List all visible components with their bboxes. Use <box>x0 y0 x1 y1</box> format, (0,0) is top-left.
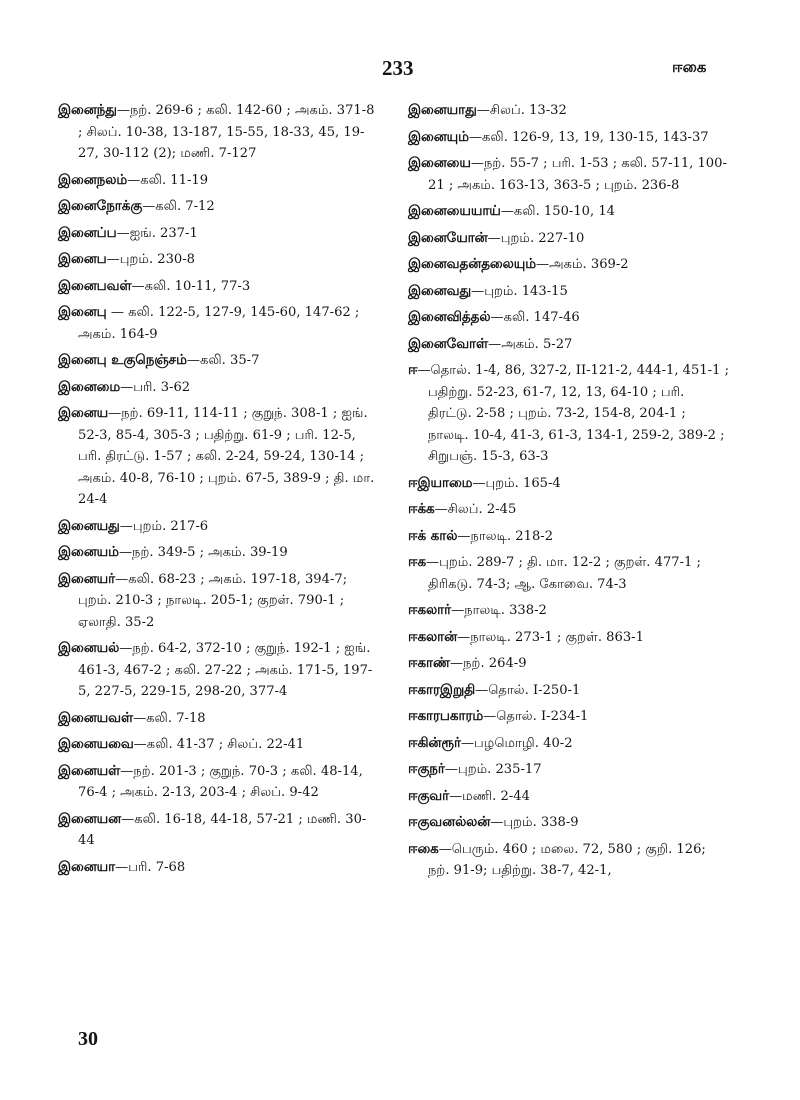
entry-headword: இனைவதன்தலையும் <box>408 257 536 272</box>
entry-headword: இனையாது <box>408 103 477 118</box>
index-entry <box>408 786 730 808</box>
entry-references: —நற். 269-6 ; கலி. 142-60 ; அகம். 371-8 ; சிலப். 10-38, 13-187, 15-55, 18-33, 45, 19-27, 30-112 (2); மணி. 7-127 <box>78 103 375 161</box>
entry-references: —ஐங். 237-1 <box>116 225 198 241</box>
entry-references: —மணி. 2-44 <box>449 788 530 804</box>
entry-references: —தொல். I-250-1 <box>475 682 581 698</box>
index-entry <box>58 249 380 271</box>
index-entry <box>408 733 730 755</box>
index-entry <box>408 473 730 495</box>
entry-references: —புறம். 227-10 <box>487 230 585 246</box>
index-entry <box>408 627 730 649</box>
entry-headword: இனைவித்தல் <box>408 310 491 325</box>
index-entry <box>408 812 730 834</box>
index-entry <box>58 350 380 372</box>
entry-references: —நற். 64-2, 372-10 ; குறுந். 192-1 ; ஐங். 461-3, 467-2 ; கலி. 27-22 ; அகம். 171-5, 197-5, 227-5, 229-15, 298-20, 377-4 <box>78 641 373 699</box>
index-entry <box>58 857 380 879</box>
entry-references: —கலி. 41-37 ; சிலப். 22-41 <box>133 737 305 752</box>
entry-headword: ஈகின்ரூர் <box>408 735 461 751</box>
entry-references: —நாலடி. 218-2 <box>457 528 554 544</box>
page-number: 233 <box>382 56 414 80</box>
entry-headword: இனையும் <box>408 129 469 145</box>
entry-references: —சிலப். 13-32 <box>476 103 567 118</box>
entry-references: —பழமொழி. 40-2 <box>460 735 573 751</box>
entry-references: —தொல். 1-4, 86, 327-2, II-121-2, 444-1, 451-1 ; பதிற்று. 52-23, 61-7, 12, 13, 64-10 ; பரி. திரட்டு. 2-58 ; புறம். 73-2, 154-8, 204-1 ; நாலடி. 10-4, 41-3, 61-3, 134-1, 259-2, 389-2 ; சிறுபஞ். 15-3, 63-3 <box>417 363 729 464</box>
index-entry <box>408 307 730 329</box>
entry-references: —நற். 264-9 <box>450 656 527 671</box>
index-entry <box>408 127 730 149</box>
entry-references: —கலி. 11-19 <box>127 172 209 188</box>
entry-references: —புறம். 230-8 <box>106 252 196 267</box>
entry-headword: இனையள் <box>58 763 121 779</box>
index-entry <box>408 653 730 675</box>
index-entry <box>408 526 730 548</box>
index-entry <box>58 569 380 634</box>
entry-headword: இனைந்து <box>58 103 117 118</box>
entry-headword: இனையையாய் <box>408 204 501 219</box>
index-entry <box>408 360 730 468</box>
index-entry <box>408 281 730 303</box>
index-entry <box>408 759 730 781</box>
entry-headword: இனையல் <box>58 641 120 656</box>
entry-references: —சிலப். 2-45 <box>434 502 517 517</box>
index-column-left <box>58 100 380 883</box>
index-entry <box>58 100 380 165</box>
entry-headword: ஈகலார் <box>408 603 452 618</box>
index-entry <box>408 100 730 122</box>
entry-headword: ஈகாரபகாரம் <box>408 709 484 724</box>
index-entry <box>58 403 380 511</box>
entry-headword: இனையம் <box>58 545 119 560</box>
entry-headword: ஈக <box>408 555 427 570</box>
signature-mark: 30 <box>78 1028 98 1050</box>
entry-headword: இனையது <box>58 518 120 534</box>
index-entry <box>408 552 730 595</box>
entry-references: —நற். 69-11, 114-11 ; குறுந். 308-1 ; ஐங். 52-3, 85-4, 305-3 ; பதிற்று. 61-9 ; பரி. 12-5, பரி. திரட்டு. 1-57 ; கலி. 2-24, 59-24, 130-14 ; அகம். 40-8, 76-10 ; புறம். 67-5, 389-9 ; தி. மா. 24-4 <box>78 406 375 507</box>
index-entry <box>58 516 380 538</box>
index-entry <box>408 706 730 728</box>
index-entry <box>58 302 380 345</box>
entry-references: —கலி. 35-7 <box>186 353 260 368</box>
entry-references: —கலி. 7-18 <box>133 710 206 726</box>
entry-headword: ஈகலான் <box>408 629 458 645</box>
index-entry <box>58 638 380 703</box>
index-entry <box>58 276 380 298</box>
entry-headword: இனைவது <box>408 283 472 299</box>
entry-headword: இனையவள் <box>58 710 134 726</box>
index-entry <box>58 170 380 192</box>
index-entry <box>408 600 730 622</box>
entry-references: —நாலடி. 273-1 ; குறள். 863-1 <box>457 629 644 645</box>
entry-references: —பரி. 3-62 <box>120 379 191 395</box>
entry-headword: ஈகுவனல்லன் <box>408 815 491 830</box>
entry-references: —புறம். 165-4 <box>472 475 561 491</box>
entry-headword: இனைநலம் <box>58 172 128 188</box>
entry-references: —கலி. 126-9, 13, 19, 130-15, 143-37 <box>468 129 709 145</box>
index-entry <box>58 734 380 756</box>
entry-references: —புறம். 217-6 <box>119 518 209 534</box>
index-entry <box>408 680 730 702</box>
entry-references: —பெரும். 460 ; மலை. 72, 580 ; குறி. 126; நற். 91-9; பதிற்று. 38-7, 42-1, <box>428 841 706 878</box>
index-entry <box>408 153 730 196</box>
entry-references: —கலி. 16-18, 44-18, 57-21 ; மணி. 30-44 <box>78 811 367 848</box>
entry-references: —நற். 55-7 ; பரி. 1-53 ; கலி. 57-11, 100-21 ; அகம். 163-13, 363-5 ; புறம். 236-8 <box>428 156 727 193</box>
entry-references: —நாலடி. 338-2 <box>451 603 547 618</box>
entry-references: —அகம். 5-27 <box>488 336 573 352</box>
index-entry <box>408 201 730 223</box>
entry-headword: இனைநோக்கு <box>58 199 143 214</box>
entry-headword: இனைபவள் <box>58 278 132 294</box>
entry-references: —கலி. 150-10, 14 <box>500 204 615 219</box>
entry-headword: இனைப்ப <box>58 225 117 241</box>
index-column-right <box>408 100 730 887</box>
entry-headword: இனைவோள் <box>408 336 489 352</box>
running-head: ஈகை <box>672 58 707 76</box>
entry-references: — கலி. 122-5, 127-9, 145-60, 147-62 ; அகம். 164-9 <box>78 305 360 342</box>
entry-headword: ஈகாண் <box>408 656 451 671</box>
entry-headword: ஈக்க <box>408 502 435 517</box>
entry-references: —நற். 349-5 ; அகம். 39-19 <box>118 545 288 560</box>
entry-headword: ஈ <box>408 363 418 378</box>
entry-headword: ஈகாரஇறுதி <box>408 682 476 698</box>
index-entry <box>408 254 730 276</box>
entry-headword: இனைப <box>58 252 107 267</box>
entry-references: —புறம். 143-15 <box>471 283 568 299</box>
index-entry <box>58 223 380 245</box>
entry-headword: இனையோன் <box>408 230 488 246</box>
index-entry <box>408 228 730 250</box>
index-entry <box>408 499 730 521</box>
entry-references: —தொல். I-234-1 <box>483 709 589 724</box>
entry-headword: ஈஇயாமை <box>408 475 473 491</box>
entry-references: —நற். 201-3 ; குறுந். 70-3 ; கலி. 48-14, 76-4 ; அகம். 2-13, 203-4 ; சிலப். 9-42 <box>78 763 363 800</box>
entry-headword: இனையன <box>58 811 122 827</box>
entry-headword: இனைபு உகுநெஞ்சம் <box>58 353 187 368</box>
entry-references: —அகம். 369-2 <box>535 257 629 272</box>
entry-headword: ஈகுவர் <box>408 788 450 804</box>
index-entry <box>58 542 380 564</box>
entry-references: —கலி. 68-23 ; அகம். 197-18, 394-7; புறம். 210-3 ; நாலடி. 205-1; குறள். 790-1 ; ஏலாதி. 35-2 <box>78 571 348 630</box>
entry-headword: இனைபு <box>58 305 107 320</box>
entry-references: —புறம். 235-17 <box>444 762 542 777</box>
entry-headword: ஈக் கால் <box>408 528 458 544</box>
entry-references: —புறம். 289-7 ; தி. மா. 12-2 ; குறள். 477-1 ; திரிகடு. 74-3; ஆ. கோவை. 74-3 <box>426 555 701 592</box>
entry-headword: ஈகை <box>408 841 439 857</box>
entry-references: —கலி. 10-11, 77-3 <box>131 278 251 294</box>
entry-references: —கலி. 147-46 <box>490 310 580 325</box>
index-entry <box>408 839 730 882</box>
entry-headword: இனையவை <box>58 737 134 752</box>
index-entry <box>58 761 380 804</box>
index-entry <box>58 708 380 730</box>
index-entry <box>58 196 380 218</box>
entry-headword: இனைமை <box>58 379 121 395</box>
index-entry <box>58 809 380 852</box>
index-entry <box>58 377 380 399</box>
entry-headword: இனையை <box>408 156 471 171</box>
entry-references: —புறம். 338-9 <box>490 815 579 830</box>
entry-references: —பரி. 7-68 <box>115 859 186 875</box>
entry-headword: இனையர் <box>58 571 116 587</box>
entry-headword: இனைய <box>58 406 109 421</box>
index-entry <box>408 334 730 356</box>
entry-references: —கலி. 7-12 <box>142 199 215 214</box>
entry-headword: ஈகுநர் <box>408 762 445 777</box>
entry-headword: இனையா <box>58 859 116 875</box>
